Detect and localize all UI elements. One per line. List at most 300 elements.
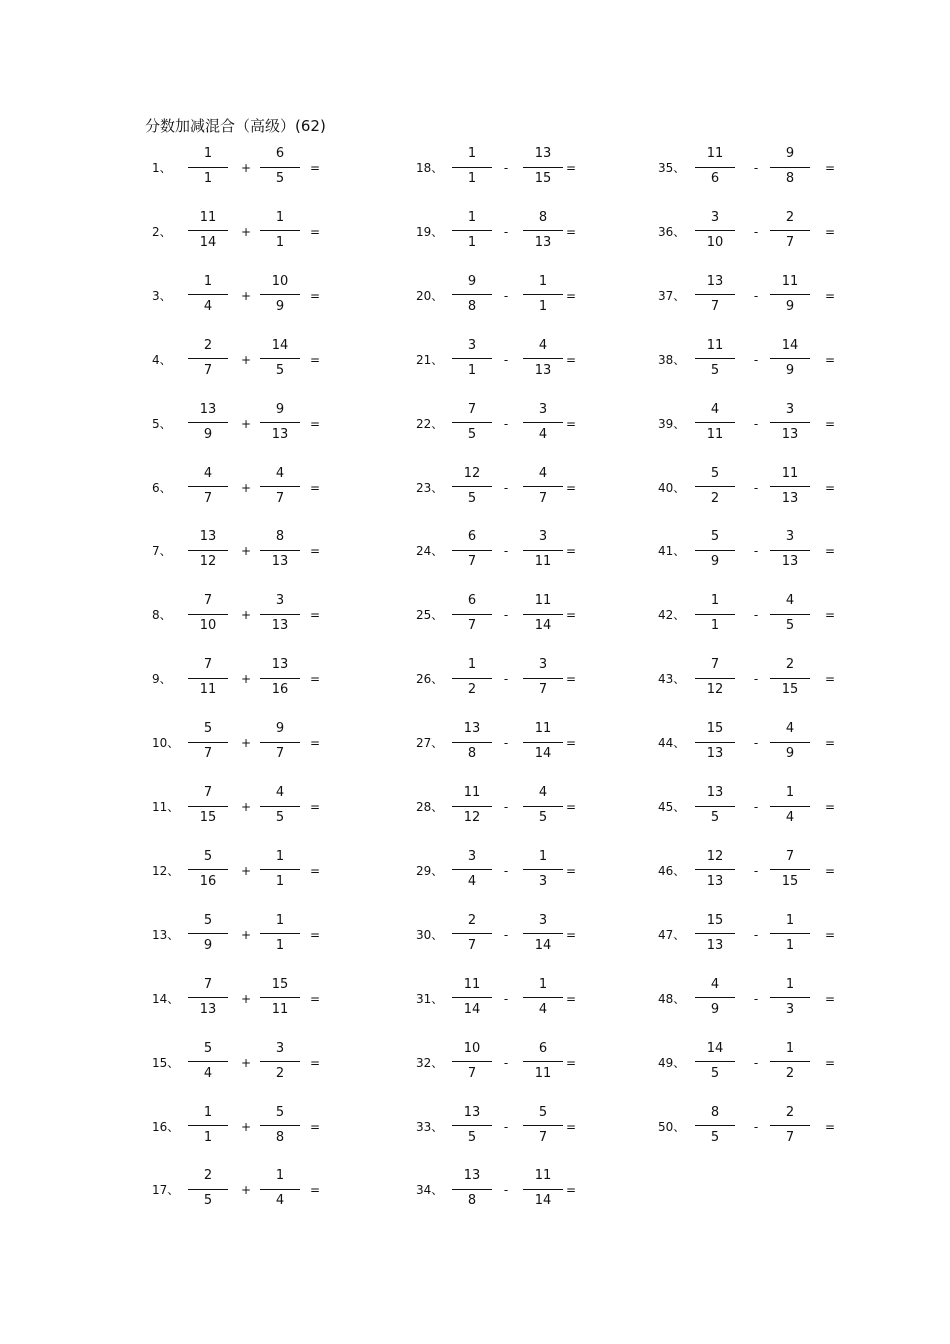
denominator: 12 — [463, 810, 481, 825]
problem-item — [152, 210, 352, 260]
fraction-first — [188, 274, 228, 324]
fraction-bar — [695, 230, 735, 231]
fraction-first — [188, 210, 228, 260]
numerator: 5 — [203, 721, 213, 737]
numerator: 4 — [275, 785, 285, 800]
denominator: 5 — [785, 618, 795, 634]
numerator: 4 — [203, 465, 213, 481]
fraction-bar — [523, 550, 563, 551]
problem-number: 14、 — [152, 991, 180, 1006]
fraction-bar — [260, 550, 300, 551]
denominator: 9 — [785, 746, 795, 762]
problem-number: 2、 — [152, 224, 172, 239]
denominator: 15 — [781, 873, 799, 889]
fraction-bar — [523, 806, 563, 807]
fraction-first — [695, 1105, 735, 1155]
denominator: 8 — [467, 298, 477, 314]
problem-number: 44、 — [658, 736, 686, 751]
equals-sign: = — [825, 288, 836, 303]
problem-number: 1、 — [152, 161, 172, 175]
problem-item — [152, 1168, 352, 1218]
denominator: 7 — [203, 362, 213, 378]
operator: - — [503, 991, 509, 1006]
fraction-second — [260, 977, 300, 1027]
denominator: 13 — [271, 554, 289, 570]
problem-item — [416, 402, 616, 452]
operator: - — [503, 352, 509, 367]
fraction-first — [452, 913, 492, 963]
problem-number: 28、 — [416, 800, 444, 814]
fraction-bar — [260, 422, 300, 423]
denominator: 7 — [275, 746, 285, 762]
denominator: 5 — [467, 490, 477, 506]
fraction-second — [523, 402, 563, 452]
denominator: 4 — [275, 1193, 285, 1209]
fraction-bar — [770, 486, 810, 487]
fraction-second — [260, 849, 300, 899]
fraction-second — [260, 466, 300, 516]
operator: + — [240, 672, 252, 687]
denominator: 4 — [203, 1065, 213, 1081]
numerator: 1 — [538, 273, 548, 289]
denominator: 5 — [710, 1129, 720, 1145]
fraction-second — [523, 1041, 563, 1091]
operator: - — [503, 672, 509, 687]
denominator: 13 — [534, 234, 552, 250]
denominator: 5 — [203, 1193, 213, 1209]
problem-item — [658, 785, 858, 835]
fraction-second — [260, 529, 300, 579]
fraction-bar — [695, 294, 735, 295]
equals-sign: = — [566, 672, 577, 687]
fraction-bar — [695, 486, 735, 487]
denominator: 1 — [538, 298, 548, 314]
numerator: 12 — [706, 848, 724, 864]
equals-sign: = — [310, 672, 321, 687]
fraction-second — [523, 1105, 563, 1155]
numerator: 2 — [203, 337, 213, 353]
fraction-bar — [260, 230, 300, 231]
fraction-bar — [452, 358, 492, 359]
numerator: 3 — [538, 912, 548, 928]
equals-sign: = — [566, 288, 577, 303]
problem-item — [152, 146, 352, 196]
operator: - — [753, 800, 759, 814]
fraction-bar — [260, 358, 300, 359]
problem-number: 43、 — [658, 672, 686, 687]
problem-number: 21、 — [416, 352, 444, 367]
fraction-bar — [770, 167, 810, 168]
denominator: 9 — [203, 937, 213, 953]
problem-number: 17、 — [152, 1183, 180, 1198]
fraction-first — [695, 274, 735, 324]
fraction-bar — [188, 486, 228, 487]
fraction-second — [260, 657, 300, 707]
denominator: 13 — [271, 618, 289, 634]
problem-item — [416, 721, 616, 771]
equals-sign: = — [566, 608, 577, 623]
fraction-bar — [695, 997, 735, 998]
operator: - — [753, 736, 759, 751]
operator: - — [503, 1183, 509, 1198]
numerator: 2 — [785, 209, 795, 225]
equals-sign: = — [310, 1183, 321, 1198]
operator: - — [753, 544, 759, 559]
denominator: 11 — [534, 554, 552, 570]
denominator: 13 — [706, 746, 724, 762]
equals-sign: = — [566, 480, 577, 495]
fraction-bar — [523, 294, 563, 295]
fraction-bar — [260, 167, 300, 168]
fraction-bar — [452, 614, 492, 615]
numerator: 1 — [203, 273, 213, 289]
problem-item — [416, 274, 616, 324]
fraction-bar — [452, 167, 492, 168]
fraction-second — [523, 1168, 563, 1218]
fraction-first — [188, 721, 228, 771]
fraction-bar — [452, 294, 492, 295]
fraction-first — [452, 402, 492, 452]
fraction-bar — [260, 742, 300, 743]
operator: + — [240, 1119, 252, 1134]
denominator: 9 — [785, 298, 795, 314]
numerator: 3 — [710, 209, 720, 225]
fraction-second — [770, 657, 810, 707]
fraction-bar — [523, 422, 563, 423]
fraction-bar — [695, 550, 735, 551]
numerator: 3 — [538, 401, 548, 417]
problem-number: 5、 — [152, 416, 172, 431]
equals-sign: = — [310, 480, 321, 495]
fraction-first — [695, 529, 735, 579]
equals-sign: = — [310, 1055, 321, 1070]
problem-number: 23、 — [416, 480, 444, 495]
numerator: 4 — [538, 785, 548, 800]
numerator: 4 — [538, 337, 548, 353]
numerator: 2 — [785, 1104, 795, 1120]
operator: - — [753, 480, 759, 495]
fraction-second — [523, 977, 563, 1027]
denominator: 5 — [710, 810, 720, 825]
fraction-first — [188, 657, 228, 707]
numerator: 11 — [706, 337, 724, 353]
problem-item — [152, 657, 352, 707]
denominator: 2 — [710, 490, 720, 506]
numerator: 6 — [467, 529, 477, 545]
denominator: 3 — [785, 1001, 795, 1017]
fraction-first — [452, 593, 492, 643]
fraction-second — [770, 849, 810, 899]
fraction-bar — [523, 167, 563, 168]
numerator: 11 — [463, 976, 481, 992]
numerator: 13 — [199, 529, 217, 545]
denominator: 7 — [467, 554, 477, 570]
problem-item — [152, 274, 352, 324]
fraction-bar — [188, 230, 228, 231]
numerator: 11 — [534, 721, 552, 737]
problem-item — [658, 977, 858, 1027]
denominator: 2 — [467, 682, 477, 698]
numerator: 3 — [538, 529, 548, 545]
fraction-second — [523, 849, 563, 899]
fraction-second — [770, 402, 810, 452]
numerator: 15 — [706, 912, 724, 928]
denominator: 1 — [275, 234, 285, 250]
denominator: 4 — [467, 873, 477, 889]
operator: + — [240, 352, 252, 367]
fraction-first — [695, 210, 735, 260]
fraction-bar — [260, 486, 300, 487]
numerator: 4 — [538, 465, 548, 481]
denominator: 11 — [534, 1065, 552, 1081]
denominator: 14 — [534, 937, 552, 953]
fraction-bar — [260, 678, 300, 679]
fraction-first — [452, 274, 492, 324]
denominator: 13 — [781, 426, 799, 442]
numerator: 7 — [203, 593, 213, 609]
problem-item — [152, 466, 352, 516]
fraction-bar — [523, 1061, 563, 1062]
denominator: 7 — [785, 1129, 795, 1145]
denominator: 8 — [467, 746, 477, 762]
fraction-bar — [695, 678, 735, 679]
fraction-first — [188, 466, 228, 516]
fraction-first — [188, 338, 228, 388]
denominator: 14 — [199, 234, 217, 250]
fraction-bar — [452, 933, 492, 934]
fraction-bar — [523, 1189, 563, 1190]
denominator: 4 — [538, 426, 548, 442]
fraction-bar — [188, 550, 228, 551]
operator: - — [503, 608, 509, 623]
numerator: 1 — [785, 785, 795, 800]
denominator: 9 — [710, 554, 720, 570]
numerator: 13 — [534, 146, 552, 161]
denominator: 1 — [467, 171, 477, 186]
operator: - — [503, 288, 509, 303]
operator: - — [503, 1119, 509, 1134]
operator: - — [753, 288, 759, 303]
numerator: 3 — [467, 848, 477, 864]
fraction-bar — [770, 230, 810, 231]
problem-number: 50、 — [658, 1119, 686, 1134]
fraction-second — [770, 977, 810, 1027]
problem-number: 48、 — [658, 991, 686, 1006]
problem-number: 30、 — [416, 927, 444, 942]
operator: - — [753, 352, 759, 367]
numerator: 15 — [706, 721, 724, 737]
fraction-second — [260, 593, 300, 643]
fraction-bar — [523, 997, 563, 998]
denominator: 2 — [275, 1065, 285, 1081]
denominator: 7 — [785, 234, 795, 250]
numerator: 13 — [463, 1168, 481, 1184]
numerator: 9 — [467, 273, 477, 289]
fraction-second — [260, 913, 300, 963]
problem-item — [152, 593, 352, 643]
equals-sign: = — [825, 224, 836, 239]
operator: + — [240, 1055, 252, 1070]
fraction-first — [452, 657, 492, 707]
equals-sign: = — [566, 800, 577, 814]
fraction-first — [452, 849, 492, 899]
problem-number: 11、 — [152, 800, 180, 814]
numerator: 1 — [538, 976, 548, 992]
fraction-bar — [770, 358, 810, 359]
fraction-first — [695, 593, 735, 643]
numerator: 13 — [271, 657, 289, 673]
fraction-first — [452, 977, 492, 1027]
fraction-first — [452, 338, 492, 388]
numerator: 9 — [275, 401, 285, 417]
problem-number: 22、 — [416, 416, 444, 431]
fraction-bar — [452, 422, 492, 423]
fraction-first — [695, 338, 735, 388]
fraction-first — [188, 593, 228, 643]
operator: + — [240, 416, 252, 431]
operator: + — [240, 608, 252, 623]
denominator: 13 — [781, 554, 799, 570]
numerator: 6 — [538, 1040, 548, 1056]
problem-number: 29、 — [416, 863, 444, 878]
numerator: 1 — [785, 976, 795, 992]
denominator: 4 — [538, 1001, 548, 1017]
fraction-first — [188, 1041, 228, 1091]
operator: + — [240, 224, 252, 239]
problem-number: 25、 — [416, 608, 444, 623]
fraction-first — [452, 466, 492, 516]
denominator: 15 — [534, 171, 552, 186]
denominator: 12 — [706, 682, 724, 698]
fraction-second — [523, 657, 563, 707]
fraction-bar — [770, 550, 810, 551]
fraction-bar — [452, 486, 492, 487]
problem-item — [416, 338, 616, 388]
problem-number: 46、 — [658, 863, 686, 878]
problem-item — [152, 402, 352, 452]
fraction-bar — [260, 869, 300, 870]
problem-item — [416, 1105, 616, 1155]
problem-item — [658, 657, 858, 707]
operator: + — [240, 991, 252, 1006]
fraction-second — [260, 146, 300, 196]
fraction-bar — [188, 1125, 228, 1126]
fraction-second — [260, 1105, 300, 1155]
problem-number: 39、 — [658, 416, 686, 431]
denominator: 10 — [706, 234, 724, 250]
equals-sign: = — [310, 800, 321, 814]
fraction-bar — [188, 614, 228, 615]
operator: - — [503, 544, 509, 559]
operator: - — [503, 224, 509, 239]
numerator: 1 — [785, 1040, 795, 1056]
numerator: 10 — [271, 273, 289, 289]
problem-number: 34、 — [416, 1183, 444, 1198]
fraction-first — [695, 913, 735, 963]
fraction-bar — [523, 486, 563, 487]
equals-sign: = — [310, 736, 321, 751]
numerator: 13 — [706, 273, 724, 289]
equals-sign: = — [310, 863, 321, 878]
problem-item — [658, 146, 858, 196]
fraction-bar — [695, 933, 735, 934]
numerator: 1 — [538, 848, 548, 864]
fraction-first — [695, 849, 735, 899]
problem-item — [416, 657, 616, 707]
denominator: 11 — [706, 426, 724, 442]
equals-sign: = — [310, 608, 321, 623]
operator: + — [240, 1183, 252, 1198]
operator: - — [503, 416, 509, 431]
problem-number: 18、 — [416, 161, 444, 175]
numerator: 3 — [467, 337, 477, 353]
equals-sign: = — [566, 224, 577, 239]
numerator: 1 — [467, 146, 477, 161]
denominator: 1 — [467, 234, 477, 250]
equals-sign: = — [825, 161, 836, 175]
problem-number: 45、 — [658, 800, 686, 814]
operator: + — [240, 863, 252, 878]
operator: - — [753, 991, 759, 1006]
fraction-first — [188, 529, 228, 579]
fraction-second — [523, 785, 563, 835]
problem-item — [658, 721, 858, 771]
fraction-first — [695, 1041, 735, 1091]
denominator: 1 — [467, 362, 477, 378]
fraction-bar — [770, 614, 810, 615]
fraction-bar — [452, 1189, 492, 1190]
denominator: 5 — [275, 362, 285, 378]
fraction-second — [523, 210, 563, 260]
fraction-bar — [188, 806, 228, 807]
fraction-first — [188, 1105, 228, 1155]
problem-number: 4、 — [152, 352, 172, 367]
fraction-first — [188, 402, 228, 452]
equals-sign: = — [566, 352, 577, 367]
denominator: 1 — [203, 1129, 213, 1145]
fraction-bar — [452, 742, 492, 743]
equals-sign: = — [825, 416, 836, 431]
denominator: 1 — [203, 171, 213, 186]
numerator: 8 — [275, 529, 285, 545]
fraction-bar — [770, 869, 810, 870]
fraction-second — [260, 274, 300, 324]
denominator: 5 — [467, 426, 477, 442]
numerator: 15 — [271, 976, 289, 992]
equals-sign: = — [310, 927, 321, 942]
denominator: 3 — [538, 873, 548, 889]
denominator: 9 — [710, 1001, 720, 1017]
numerator: 1 — [467, 209, 477, 225]
fraction-second — [523, 146, 563, 196]
denominator: 7 — [467, 618, 477, 634]
operator: + — [240, 800, 252, 814]
fraction-second — [260, 402, 300, 452]
problem-item — [416, 1041, 616, 1091]
problem-item — [658, 593, 858, 643]
numerator: 7 — [203, 785, 213, 800]
denominator: 13 — [534, 362, 552, 378]
fraction-first — [188, 146, 228, 196]
fraction-second — [523, 466, 563, 516]
problem-item — [152, 849, 352, 899]
problem-item — [658, 1105, 858, 1155]
fraction-first — [188, 977, 228, 1027]
numerator: 4 — [710, 401, 720, 417]
numerator: 7 — [467, 401, 477, 417]
numerator: 6 — [467, 593, 477, 609]
numerator: 11 — [534, 593, 552, 609]
